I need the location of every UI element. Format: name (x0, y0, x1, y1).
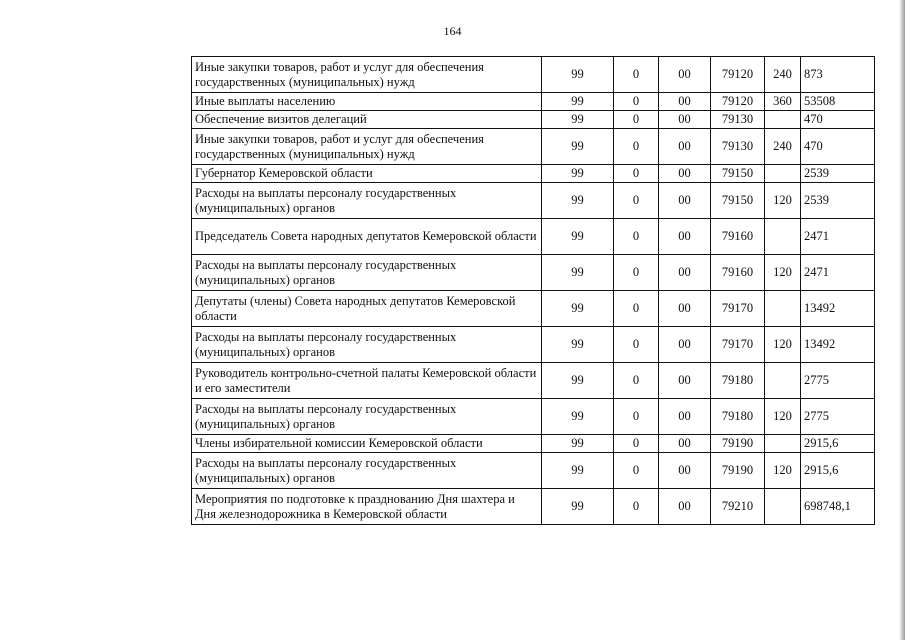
row-name-cell: Иные закупки товаров, работ и услуг для обеспечения государственных (муниципальных) нужд (192, 129, 542, 165)
amount-cell: 470 (801, 129, 875, 165)
article-code-cell: 79160 (711, 255, 765, 291)
amount-cell: 470 (801, 111, 875, 129)
row-name-cell: Председатель Совета народных депутатов Кемеровской области (192, 219, 542, 255)
page-edge-shadow (899, 0, 905, 640)
article-code-cell: 79160 (711, 219, 765, 255)
article-code-cell: 79130 (711, 111, 765, 129)
amount-cell: 698748,1 (801, 489, 875, 525)
table-row (192, 57, 875, 93)
amount-cell: 53508 (801, 93, 875, 111)
row-name-cell: Обеспечение визитов делегаций (192, 111, 542, 129)
expense-type-cell: 120 (765, 327, 801, 363)
section-code-cell: 99 (542, 327, 614, 363)
amount-cell: 13492 (801, 327, 875, 363)
section-code-cell: 99 (542, 489, 614, 525)
row-name-cell: Руководитель контрольно-счетной палаты Кемеровской области и его заместители (192, 363, 542, 399)
direction-code-cell: 00 (659, 219, 711, 255)
expense-type-cell: 120 (765, 255, 801, 291)
row-name-cell: Расходы на выплаты персоналу государственных (муниципальных) органов (192, 255, 542, 291)
subprogram-code-cell: 0 (614, 291, 659, 327)
subprogram-code-cell: 0 (614, 111, 659, 129)
direction-code-cell: 00 (659, 327, 711, 363)
direction-code-cell: 00 (659, 129, 711, 165)
expense-type-cell: 240 (765, 57, 801, 93)
article-code-cell: 79170 (711, 291, 765, 327)
article-code-cell: 79190 (711, 453, 765, 489)
row-name-cell: Расходы на выплаты персоналу государственных (муниципальных) органов (192, 453, 542, 489)
direction-code-cell: 00 (659, 363, 711, 399)
expense-type-cell: 120 (765, 453, 801, 489)
table-row (192, 363, 875, 399)
subprogram-code-cell: 0 (614, 219, 659, 255)
table-row (192, 435, 875, 453)
row-name-cell: Мероприятия по подготовке к празднованию Дня шахтера и Дня железнодорожника в Кемеровской области (192, 489, 542, 525)
section-code-cell: 99 (542, 165, 614, 183)
section-code-cell: 99 (542, 93, 614, 111)
amount-cell: 2471 (801, 255, 875, 291)
section-code-cell: 99 (542, 363, 614, 399)
expense-type-cell (765, 111, 801, 129)
expense-type-cell (765, 219, 801, 255)
subprogram-code-cell: 0 (614, 165, 659, 183)
article-code-cell: 79150 (711, 183, 765, 219)
expense-type-cell: 120 (765, 183, 801, 219)
amount-cell: 2915,6 (801, 435, 875, 453)
row-name-cell: Губернатор Кемеровской области (192, 165, 542, 183)
section-code-cell: 99 (542, 435, 614, 453)
table-row (192, 291, 875, 327)
expense-type-cell (765, 489, 801, 525)
subprogram-code-cell: 0 (614, 399, 659, 435)
direction-code-cell: 00 (659, 93, 711, 111)
direction-code-cell: 00 (659, 489, 711, 525)
expense-type-cell (765, 291, 801, 327)
direction-code-cell: 00 (659, 255, 711, 291)
expense-type-cell: 120 (765, 399, 801, 435)
article-code-cell: 79210 (711, 489, 765, 525)
direction-code-cell: 00 (659, 435, 711, 453)
direction-code-cell: 00 (659, 57, 711, 93)
table-row (192, 111, 875, 129)
table-row (192, 93, 875, 111)
expense-type-cell (765, 363, 801, 399)
page-number: 164 (443, 24, 462, 38)
table-row (192, 489, 875, 525)
expense-type-cell: 360 (765, 93, 801, 111)
section-code-cell: 99 (542, 453, 614, 489)
amount-cell: 2471 (801, 219, 875, 255)
direction-code-cell: 00 (659, 399, 711, 435)
table-row (192, 327, 875, 363)
direction-code-cell: 00 (659, 165, 711, 183)
subprogram-code-cell: 0 (614, 363, 659, 399)
section-code-cell: 99 (542, 219, 614, 255)
direction-code-cell: 00 (659, 453, 711, 489)
amount-cell: 2915,6 (801, 453, 875, 489)
row-name-cell: Члены избирательной комиссии Кемеровской области (192, 435, 542, 453)
row-name-cell: Расходы на выплаты персоналу государственных (муниципальных) органов (192, 183, 542, 219)
expense-type-cell: 240 (765, 129, 801, 165)
article-code-cell: 79130 (711, 129, 765, 165)
section-code-cell: 99 (542, 57, 614, 93)
table-row (192, 453, 875, 489)
direction-code-cell: 00 (659, 291, 711, 327)
subprogram-code-cell: 0 (614, 327, 659, 363)
subprogram-code-cell: 0 (614, 489, 659, 525)
expense-type-cell (765, 435, 801, 453)
row-name-cell: Иные закупки товаров, работ и услуг для обеспечения государственных (муниципальных) нужд (192, 57, 542, 93)
amount-cell: 2775 (801, 363, 875, 399)
section-code-cell: 99 (542, 129, 614, 165)
row-name-cell: Депутаты (члены) Совета народных депутатов Кемеровской области (192, 291, 542, 327)
budget-table (191, 56, 875, 525)
table-body (192, 57, 875, 525)
table-row (192, 219, 875, 255)
amount-cell: 13492 (801, 291, 875, 327)
article-code-cell: 79180 (711, 399, 765, 435)
direction-code-cell: 00 (659, 111, 711, 129)
expense-type-cell (765, 165, 801, 183)
article-code-cell: 79180 (711, 363, 765, 399)
table-row (192, 165, 875, 183)
subprogram-code-cell: 0 (614, 129, 659, 165)
subprogram-code-cell: 0 (614, 435, 659, 453)
article-code-cell: 79190 (711, 435, 765, 453)
amount-cell: 2539 (801, 165, 875, 183)
table-row (192, 255, 875, 291)
article-code-cell: 79150 (711, 165, 765, 183)
table-row (192, 399, 875, 435)
subprogram-code-cell: 0 (614, 183, 659, 219)
section-code-cell: 99 (542, 291, 614, 327)
table-row (192, 183, 875, 219)
row-name-cell: Расходы на выплаты персоналу государственных (муниципальных) органов (192, 327, 542, 363)
row-name-cell: Расходы на выплаты персоналу государственных (муниципальных) органов (192, 399, 542, 435)
subprogram-code-cell: 0 (614, 255, 659, 291)
article-code-cell: 79170 (711, 327, 765, 363)
subprogram-code-cell: 0 (614, 93, 659, 111)
subprogram-code-cell: 0 (614, 453, 659, 489)
article-code-cell: 79120 (711, 93, 765, 111)
direction-code-cell: 00 (659, 183, 711, 219)
amount-cell: 873 (801, 57, 875, 93)
section-code-cell: 99 (542, 183, 614, 219)
subprogram-code-cell: 0 (614, 57, 659, 93)
table-row (192, 129, 875, 165)
row-name-cell: Иные выплаты населению (192, 93, 542, 111)
section-code-cell: 99 (542, 255, 614, 291)
amount-cell: 2539 (801, 183, 875, 219)
amount-cell: 2775 (801, 399, 875, 435)
section-code-cell: 99 (542, 111, 614, 129)
section-code-cell: 99 (542, 399, 614, 435)
article-code-cell: 79120 (711, 57, 765, 93)
